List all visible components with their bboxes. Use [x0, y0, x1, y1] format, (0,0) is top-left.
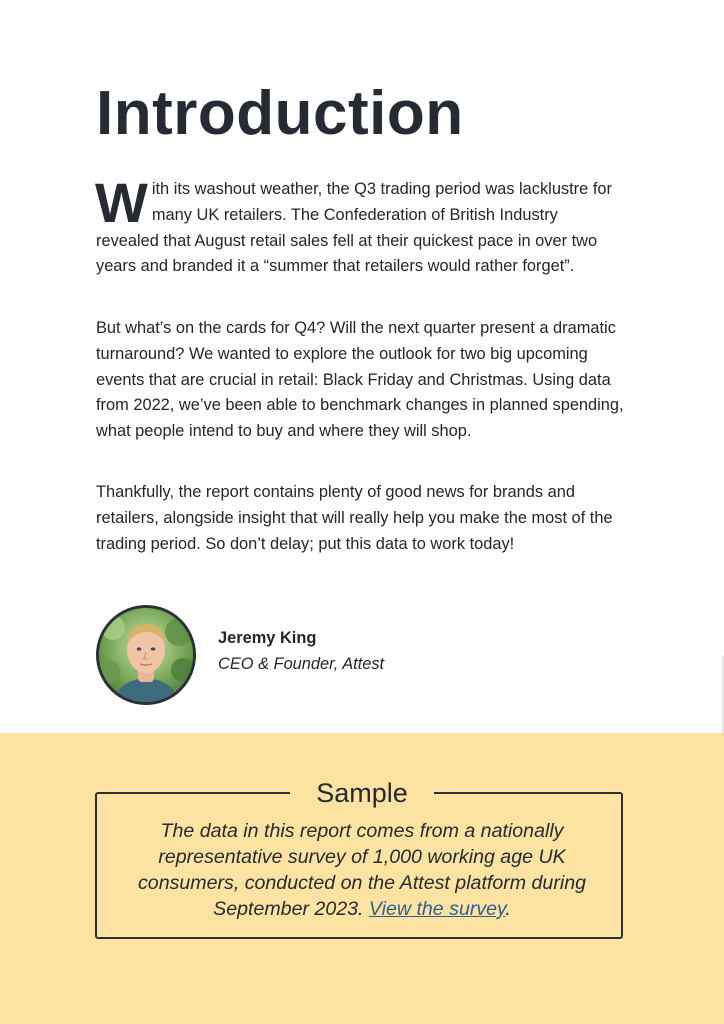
view-survey-link[interactable]: View the survey [368, 898, 506, 920]
sample-description-end: . [505, 898, 511, 920]
author-avatar [96, 605, 196, 705]
author-block [96, 605, 516, 705]
intro-paragraph-2: But what’s on the cards for Q4? Will the next quarter present a dramatic turnaround? We wanted to explore the outlook for two big upcoming events that are crucial in retail: Black Friday and Christmas. Using data from 2022, we’ve been able to benchmark changes in planned spending, what people intend to buy and where they will shop. [96, 319, 624, 441]
drop-cap: W [95, 171, 148, 234]
author-name: Jeremy King [218, 629, 317, 647]
intro-paragraph-1 [95, 171, 624, 280]
author-role: CEO & Founder, Attest [218, 655, 385, 673]
author-portrait-image [99, 608, 193, 702]
sample-description-text: The data in this report comes from a nationally representative survey of 1,000 working age UK consumers, conducted on the Attest platform during September 2023. [138, 820, 586, 920]
page-title: Introduction [96, 79, 464, 148]
sample-description [108, 818, 616, 922]
intro-paragraph-3: Thankfully, the report contains plenty of good news for brands and retailers, alongside insight that will really help you make the most of the trading period. So don’t delay; put this data to work today! [96, 483, 613, 553]
sample-heading: Sample [290, 774, 434, 812]
intro-paragraph-1-text: ith its washout weather, the Q3 trading period was lacklustre for many UK retailers. The Confederation of British Industry revealed that August retail sales fell at their quickest pace in over two years and branded it a “summer that retailers would rather forget”. [96, 180, 612, 276]
